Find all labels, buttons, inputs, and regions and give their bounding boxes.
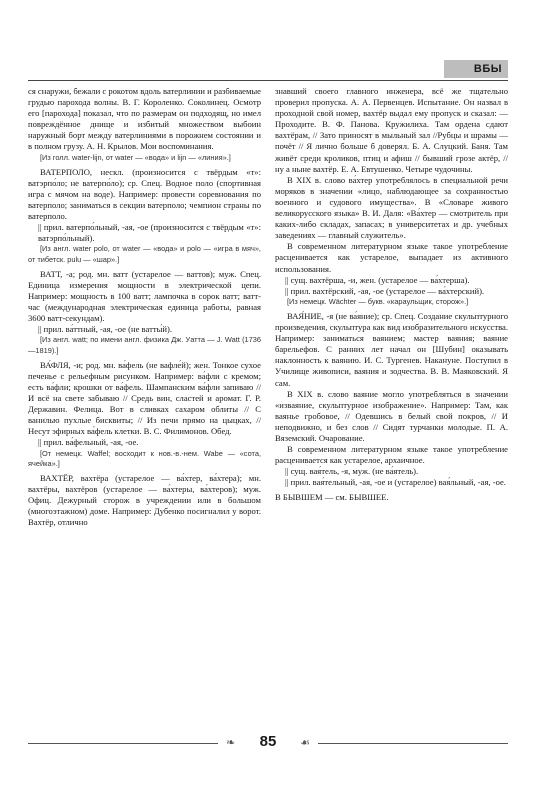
etymology-note: [Из англ. water polo, от water — «вода» и polo — «игра в мяч», от тибетск. pulu — «шар».]	[28, 244, 261, 264]
entry-paragraph: ВА́ФЛЯ, -и; род. мн. ва́фель (не вафле́й); жен. Тонкое сухое печенье с рельефным рисунком. Например: ва́фли с кремом; есть ва́фли; крошки от ва́фель. Шампанским ва́фли запиваю // И всё на свете забываю // Средь вин, сластей и аромат. Г. Р. Державин. Фелица. Вот в сливках сахаром облиты // С ванилью пухлые бисквиты; // Из печи прямо на цыцках, // Несут эфирных ва́фель клетки. В. С. Филимонов. Обед.	[28, 359, 261, 437]
entry-paragraph: ВАЯ́НИЕ, -я (не ва́яние); ср. Спец. Создание скульптурного произведения, скульптура как вид изобразительного искусства. Например: заниматься ваянием; мастер ваяния; ваяние барельефов. С ранних лет начал он [Шубин] оказывать наклонность к ваянию. И. С. Тургенев. Накануне. Поступил в Училище живописи, ваяния и зодчества. В. В. Маяковский. Я сам.	[275, 310, 508, 388]
entry-paragraph: В XIX в. слово ва́хтер употреблялось в специальной речи моряков в значении «лицо, наблюдающее за сохранностью военного и судового имущества». В «Словаре живого великорусского языка» В. И. Даля: «Ва́хтер — смотритель при каких-либо складах, запасах; в университетах и др. учебных заведениях — главный служитель».	[275, 174, 508, 241]
entry-paragraph: || прил. ва́фельный, -ая, -ое.	[38, 437, 139, 448]
running-header	[28, 56, 508, 81]
footer-rule-right	[318, 743, 508, 744]
entry-paragraph: ВАТТ, -а; род. мн. ватт (устарелое — ваттов); муж. Спец. Единица измерения мощности в электрической цепи. Например: мощность в 100 ватт; лампочка в сорок ватт; ватт-час (международная электрическая единица работы, равная 3600 ватт-секундам).	[28, 268, 261, 324]
ornament-left-icon: ❧	[226, 736, 236, 749]
entry-paragraph: || прил. ватерпо́льный, -ая, -ое (произносится с твёрдым «т»: ватэрпо́льный).	[38, 222, 261, 244]
entry-paragraph: В современном литературном языке такое употребление расценивается как устарелое, архаичное.	[275, 444, 508, 466]
entry-paragraph: В БЫВШЕМ — см. БЫВШЕЕ.	[275, 492, 389, 503]
entry-paragraph: ВАТЕРПОЛО, нескл. (произносится с твёрдым «т»: ватэрпо́ло; не ватерпо́ло); ср. Спец. Водное поло (спортивная игра с мячом на воде). Например: провести соревнования по ватерполо; заниматься в секции ватерполо; чемпион страны по ватерполо.	[28, 166, 261, 222]
etymology-note: [Из голл. water-lijn, от water — «вода» и lijn — «линия».]	[40, 152, 231, 162]
page-footer	[28, 733, 508, 753]
entry-paragraph: || сущ. вая́тель, -я, муж. (не ва́ятель).	[285, 466, 419, 477]
right-column	[275, 86, 508, 716]
ornament-right-icon: ☙	[300, 736, 310, 749]
left-column	[28, 86, 261, 716]
entry-paragraph: знавший своего главного инженера, всё же тщательно проверил пропуска. А. А. Первенцев. Испытание. Он назвал в проходной свой номер, вахтёр выдал ему пропуск и сказал: — Проходите. В. Ф. Панова. Кружилиха. Там орденa сдают вахтёрам, // Зато приносят в мыльный зал //Рубцы и шрамы — почёт // Я лично больше б доверял. Б. А. Слуцкий. Баня. Там живёт среди кроликов, птиц и афиш // бывший грозе актёр, // ну а ныне вахтёр. Е. А. Евтушенко. Четыре чудочины.	[275, 86, 508, 174]
entry-paragraph: || прил. вая́тельный, -ая, -ое и (устарелое) вая́льный, -ая, -ое.	[285, 477, 506, 488]
page-number: 85	[259, 733, 277, 750]
entry-paragraph: В XIX в. слово ваяние могло употребляться в значении «изваяние, скульптурное изображение». Например: Там, как ваянье гробовое, // Одевшись в белый свой покров, // И неподвижно, и без слов // Сидят турчанки молодые. П. А. Вяземский. Очарование.	[275, 388, 508, 444]
entry-paragraph: ся снаружи, бежали с рокотом вдоль ватерлинии и разбиваемые грудью парохода волны. В. Г. Короленко. Соколинец. Осмотр его [парохода] показал, что по размерам он подходящ, но имел повреждённое днище и избитый множеством выбоин наружный борт между ватерлиниями в порожнем состоянии и в полном грузу. А. Н. Крылов. Мои воспоминания.	[28, 86, 261, 152]
section-tab: ВБЫ	[444, 60, 508, 78]
entry-paragraph: || прил. ва́ттный, -ая, -ое (не ватты́й).	[38, 324, 172, 335]
etymology-note: [Из немецк. Wächter — букв. «караульщик, сторож».]	[287, 296, 469, 306]
etymology-note: [Из англ. watt; по имени англ. физика Дж. Уатта — J. Watt (1736—1819).]	[28, 335, 261, 355]
entry-paragraph: В современном литературном языке такое употребление расценивается как устарелое, выпадает из активного использования.	[275, 241, 508, 274]
entry-paragraph: || сущ. вахтёрша, -и, жен. (устарелое — ва́хтерша).	[285, 274, 470, 285]
text-columns	[28, 86, 508, 716]
entry-paragraph: || прил. вахтёрский, -ая, -ое (устарелое — ва́хтерский).	[285, 285, 485, 296]
entry-paragraph: ВАХТЁР, вахтёра (устарелое — ва́хтер, ва́хтера); мн. вахтёры, вахтёров (устарелое — ва́хтеры, ва́хтеров); муж. Офиц. Дежурный сторож в учреждении или в большом (многоэтажном) доме. Например: Дубенко посигналил у ворот. Вахтёр, отлично	[28, 472, 261, 528]
etymology-note: [От немецк. Waffel; восходит к нов.-в.-нем. Wabe — «сота, ячейка».]	[28, 448, 261, 468]
